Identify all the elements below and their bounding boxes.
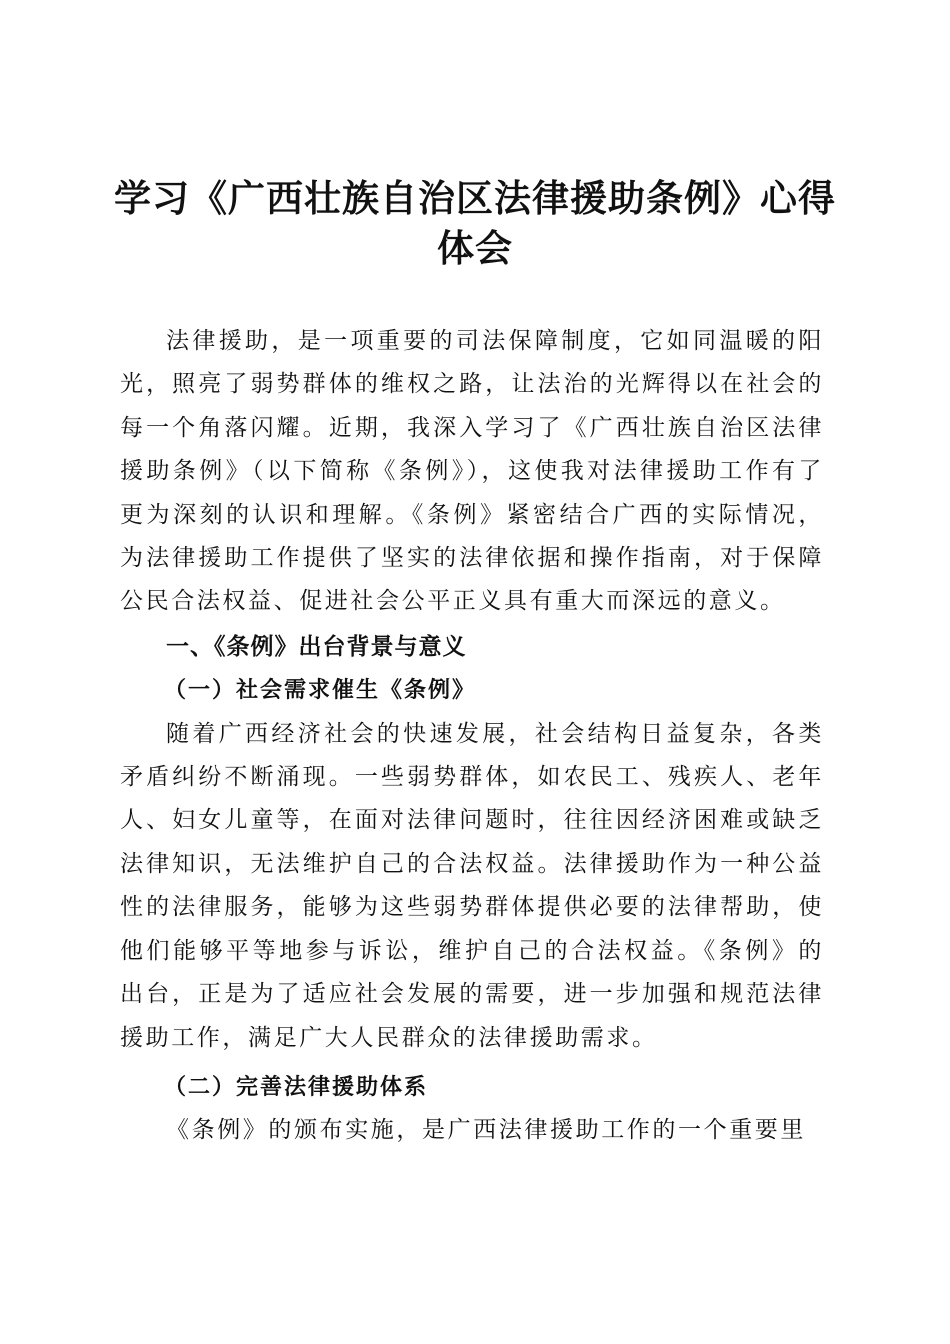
paragraph-social-demand: 随着广西经济社会的快速发展，社会结构日益复杂，各类矛盾纠纷不断涌现。一些弱势群体，如农民工、残疾人、老年人、妇女儿童等，在面对法律问题时，往往因经济困难或缺乏法律知识，无法维护自己的合法权益。法律援助作为一种公益性的法律服务，能够为这些弱势群体提供必要的法律帮助，使他们能够平等地参与诉讼，维护自己的合法权益。《条例》的出台，正是为了适应社会发展的需要，进一步加强和规范法律援助工作，满足广大人民群众的法律援助需求。 — [120, 720, 824, 1051]
subsection-heading-1: （一）社会需求催生《条例》 — [164, 677, 477, 704]
paragraph-legal-aid-system: 《条例》的颁布实施，是广西法律援助工作的一个重要里 — [166, 1117, 806, 1144]
document-body — [120, 320, 824, 1153]
paragraph-intro: 法律援助，是一项重要的司法保障制度，它如同温暖的阳光，照亮了弱势群体的维权之路，让法治的光辉得以在社会的每一个角落闪耀。近期，我深入学习了《广西壮族自治区法律援助条例》（以下简称《条例》），这使我对法律援助工作有了更为深刻的认识和理解。《条例》紧密结合广西的实际情况，为法律援助工作提供了坚实的法律依据和操作指南，对于保障公民合法权益、促进社会公平正义具有重大而深远的意义。 — [120, 328, 824, 615]
subsection-heading-2: （二）完善法律援助体系 — [164, 1073, 429, 1100]
section-heading-1: 一、《条例》出台背景与意义 — [166, 633, 467, 660]
document-title: 学习《广西壮族自治区法律援助条例》心得体会 — [114, 177, 836, 270]
